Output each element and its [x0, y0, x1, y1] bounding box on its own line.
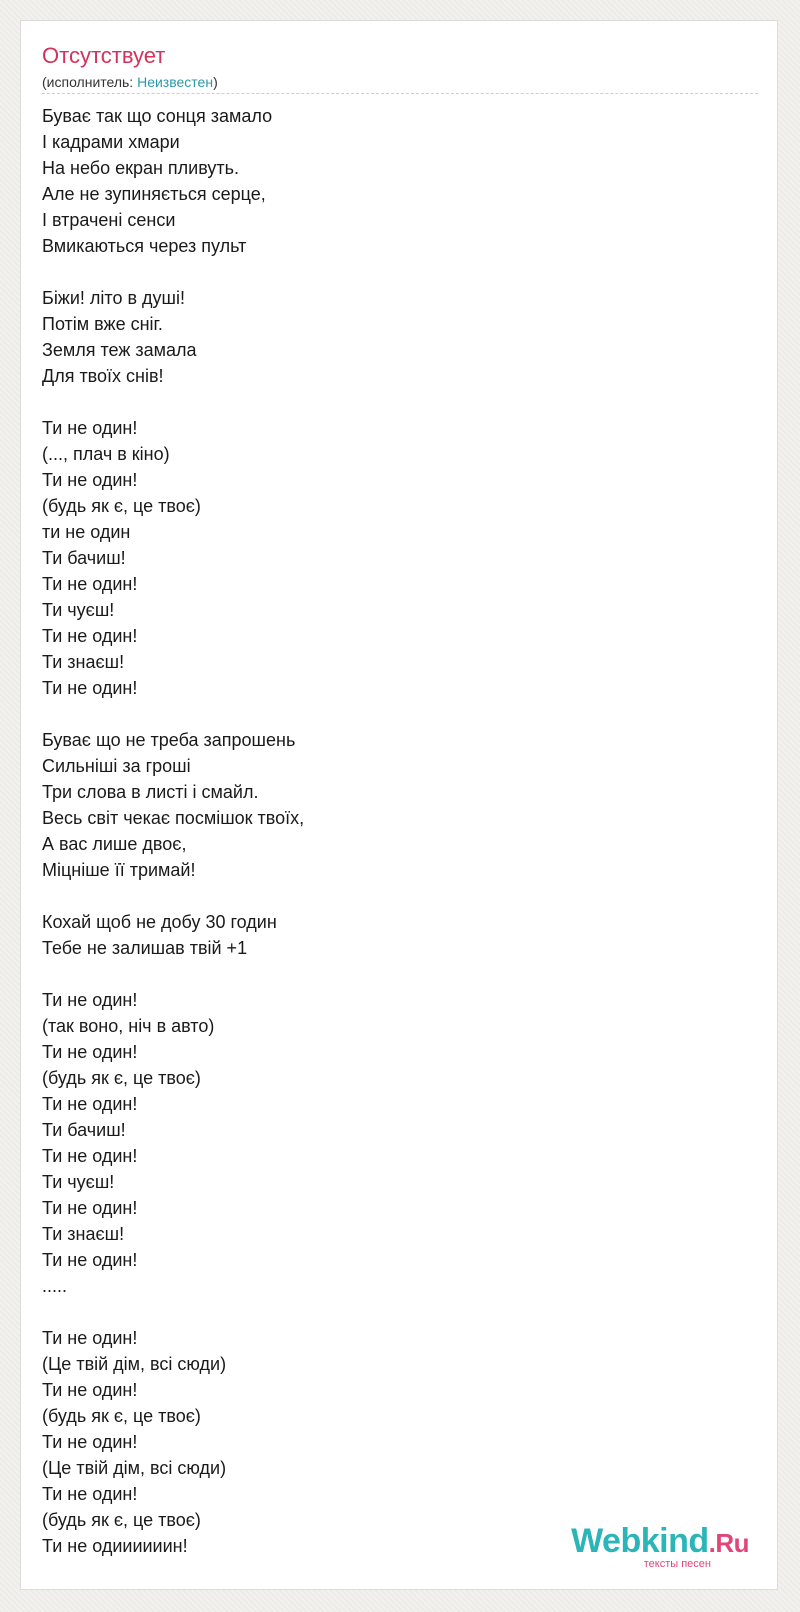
lyric-line: Ти не один!: [42, 1250, 138, 1270]
logo-brand: Webkind: [571, 1522, 709, 1560]
lyric-line: (..., плач в кіно): [42, 444, 170, 464]
stanza-break: [42, 701, 742, 727]
logo-tld: .Ru: [708, 1528, 749, 1558]
lyric-line: (будь як є, це твоє): [42, 1406, 201, 1426]
lyric-line: Буває що не треба запрошень: [42, 730, 296, 750]
lyric-line: (будь як є, це твоє): [42, 1510, 201, 1530]
lyric-line: Ти не один!: [42, 626, 138, 646]
site-logo[interactable]: [571, 1523, 749, 1569]
stanza-break: [42, 883, 742, 909]
lyric-line: (Це твій дім, всі сюди): [42, 1458, 227, 1478]
lyric-line: Ти не один!: [42, 1484, 138, 1504]
lyric-line: (так воно, ніч в авто): [42, 1016, 215, 1036]
lyric-line: Ти знаєш!: [42, 652, 125, 672]
title-divider: [42, 93, 758, 94]
lyric-line: Ти не один!: [42, 678, 138, 698]
lyric-line: Ти не один!: [42, 418, 138, 438]
lyrics-body: [42, 103, 742, 1559]
lyric-line: Ти бачиш!: [42, 548, 126, 568]
lyric-line: Ти бачиш!: [42, 1120, 126, 1140]
lyric-line: Кохай щоб не добу 30 годин: [42, 912, 277, 932]
stanza-break: [42, 389, 742, 415]
lyric-line: Ти не один!: [42, 1198, 138, 1218]
lyric-line: ти не один: [42, 522, 131, 542]
lyric-line: Сильніші за гроші: [42, 756, 191, 776]
song-title: Отсутствует: [42, 43, 166, 68]
lyric-line: Весь світ чекає посмішок твоїх,: [42, 808, 305, 828]
artist-prefix: (исполнитель:: [42, 74, 138, 90]
lyric-line: Біжи! літо в душі!: [42, 288, 185, 308]
lyric-line: Ти не один!: [42, 1094, 138, 1114]
lyric-line: Ти не один!: [42, 1432, 138, 1452]
lyric-line: Але не зупиняється серце,: [42, 184, 266, 204]
lyric-line: Вмикаються через пульт: [42, 236, 247, 256]
lyric-line: Тебе не залишав твій +1: [42, 938, 248, 958]
lyric-line: (будь як є, це твоє): [42, 1068, 201, 1088]
lyric-line: (будь як є, це твоє): [42, 496, 201, 516]
lyric-line: Потім вже сніг.: [42, 314, 163, 334]
lyric-line: Ти не один!: [42, 1328, 138, 1348]
lyric-line: І кадрами хмари: [42, 132, 180, 152]
lyric-line: Земля теж замала: [42, 340, 197, 360]
lyric-line: Ти не один!: [42, 1042, 138, 1062]
lyric-line: Ти знаєш!: [42, 1224, 125, 1244]
lyric-line: Міцніше її тримай!: [42, 860, 196, 880]
lyric-line: Ти не один!: [42, 1146, 138, 1166]
stanza-break: [42, 259, 742, 285]
lyric-line: Ти не один!: [42, 990, 138, 1010]
lyric-line: Ти не один!: [42, 1380, 138, 1400]
lyric-line: Ти чуєш!: [42, 1172, 115, 1192]
lyric-line: (Це твій дім, всі сюди): [42, 1354, 227, 1374]
lyric-line: Ти чуєш!: [42, 600, 115, 620]
lyric-line: І втрачені сенси: [42, 210, 176, 230]
lyric-line: Буває так що сонця замало: [42, 106, 273, 126]
lyric-line: Ти не один!: [42, 470, 138, 490]
lyric-line: Три слова в листі і смайл.: [42, 782, 259, 802]
lyrics-card: [20, 20, 778, 1590]
lyric-line: А вас лише двоє,: [42, 834, 187, 854]
lyric-line: Для твоїх снів!: [42, 366, 164, 386]
artist-line: [42, 73, 218, 91]
lyric-line: На небо екран пливуть.: [42, 158, 240, 178]
artist-link[interactable]: Неизвестен: [137, 74, 214, 90]
lyric-line: Ти не один!: [42, 574, 138, 594]
artist-suffix: ): [213, 74, 218, 90]
stanza-break: [42, 1299, 742, 1325]
lyric-line: Ти не одиииииин!: [42, 1536, 188, 1556]
lyric-line: .....: [42, 1276, 68, 1296]
stanza-break: [42, 961, 742, 987]
logo-tagline: тексты песен: [643, 1558, 711, 1570]
